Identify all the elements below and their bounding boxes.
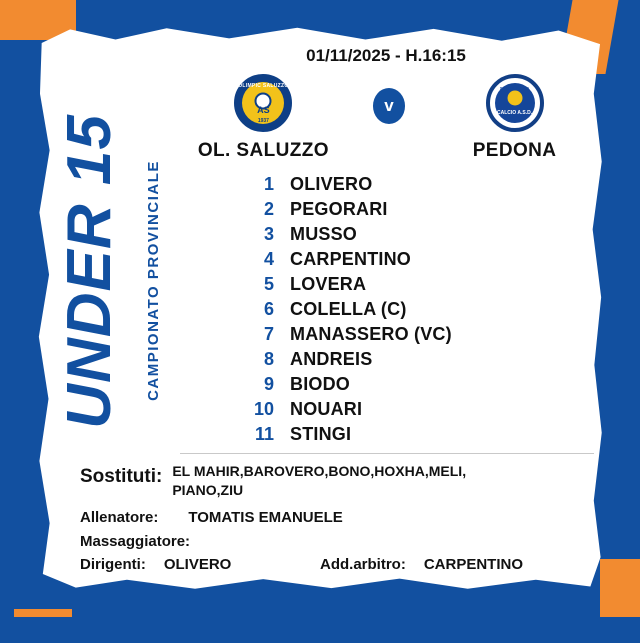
home-crest-mid-text: AS [257,105,270,115]
coach-label: Allenatore: [80,509,159,526]
soccer-ball-icon [507,91,522,106]
substitutes-value: EL MAHIR,BAROVERO,BONO,HOXHA,MELI, PIANO,ZIU [172,463,467,498]
home-crest-bottom-text: 1937 [257,118,269,124]
managers-row [80,556,231,573]
lineup-row [230,324,580,349]
managers-value: OLIVERO [163,556,232,573]
competition-subtitle-text: CAMPIONATO PROVINCIALE [144,159,162,401]
home-team-crest-icon [234,74,292,132]
player-number: 3 [263,224,274,244]
player-number: 4 [263,249,274,269]
coach-value: TOMATIS EMANUELE [188,509,343,526]
section-divider [180,453,594,454]
masseur-label: Massaggiatore: [80,533,191,550]
lineup-row [230,349,580,374]
managers-label: Dirigenti: [80,556,146,573]
player-number: 2 [263,199,274,219]
player-name: LOVERA [290,274,367,294]
orange-accent-bottom-right [600,559,640,621]
player-name: PEGORARI [290,199,388,219]
player-name: OLIVERO [290,174,373,194]
lineup-list [230,174,580,449]
player-number: 1 [263,174,274,194]
player-number: 8 [263,349,274,369]
lineup-row [230,374,580,399]
player-number: 5 [263,274,274,294]
lineup-row [230,249,580,274]
substitutes-label: Sostituti: [80,466,163,487]
player-name: MANASSERO (VC) [290,324,452,344]
competition-subtitle [140,100,166,460]
lineup-row [230,224,580,249]
away-team [429,74,600,162]
lineup-row [230,424,580,449]
category-title [34,36,144,506]
player-name: ANDREIS [290,349,373,369]
player-number: 11 [254,424,274,444]
home-team [178,74,349,162]
referee-assistant-row [320,556,523,573]
player-number: 7 [263,324,274,344]
player-number: 6 [263,299,274,319]
lineup-row [230,174,580,199]
lineup-row [230,399,580,424]
home-crest-top-text: OLIMPIC SALUZZO [238,83,289,89]
away-crest-bottom-text: CALCIO A.S.D. [497,110,533,116]
player-number: 10 [253,399,274,419]
referee-assistant-value: CARPENTINO [423,556,523,573]
player-name: BIODO [290,374,351,394]
away-team-name: PEDONA [472,140,557,161]
masseur-row [80,533,208,550]
player-name: CARPENTINO [290,249,412,269]
player-number: 9 [263,374,274,394]
coach-row [80,509,343,526]
away-team-crest-icon [486,74,544,132]
match-datetime: 01/11/2025 - H.16:15 [306,46,466,65]
player-name: COLELLA (C) [290,299,407,319]
player-name: MUSSO [290,224,358,244]
blue-bottom-bar [0,617,640,643]
versus-badge: v [373,88,405,124]
substitutes-section [80,462,594,500]
home-team-name: OL. SALUZZO [197,140,329,161]
player-name: STINGI [290,424,352,444]
referee-assistant-label: Add.arbitro: [320,556,406,573]
category-title-text: UNDER 15 [54,113,124,429]
away-crest-top-text: SSD PEDONA [499,86,530,91]
lineup-row [230,199,580,224]
lineup-row [230,274,580,299]
player-name: NOUARI [290,399,363,419]
lineup-row [230,299,580,324]
match-header [178,74,600,162]
